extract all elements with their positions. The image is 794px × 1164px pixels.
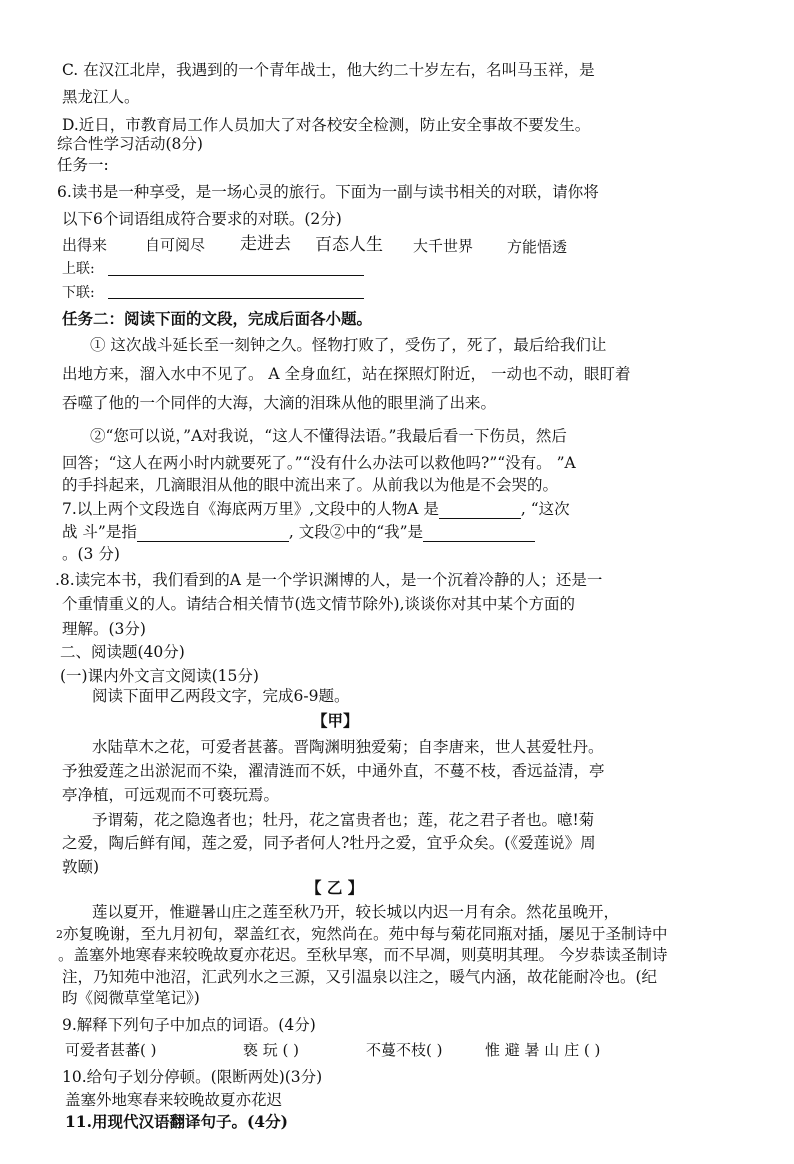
q10-sentence: 盖塞外地寒春来较晚故夏亦花迟 bbox=[65, 1091, 283, 1109]
q8-line3: 理解。(3分) bbox=[62, 620, 146, 638]
task1-heading: 任务一: bbox=[57, 156, 109, 174]
upper-couplet-label-text: 上联: bbox=[62, 261, 95, 277]
q7-blank-b[interactable] bbox=[137, 525, 289, 542]
q7-line2-mid: , 文段②中的“我”是 bbox=[288, 523, 424, 541]
passage-yi-title: 【 乙 】 bbox=[306, 878, 364, 897]
q7-line2 bbox=[62, 522, 535, 542]
option-c-line1: C. 在汉江北岸，我遇到的一个青年战士，他大约二十岁左右，名叫马玉祥，是 bbox=[62, 61, 595, 79]
passage1-line3: 吞噬了他的一个同伴的大海，大滴的泪珠从他的眼里淌了出来。 bbox=[62, 394, 497, 412]
couplet-word-3: 走进去 bbox=[240, 234, 291, 254]
q7-line1-tail: , “这次 bbox=[520, 500, 570, 518]
q7-line2-text: 战 斗”是指 bbox=[62, 523, 137, 541]
q9-item-2: 亵 玩 ( ) bbox=[243, 1041, 300, 1059]
jia-p2-line1: 予谓菊，花之隐逸者也；牡丹，花之富贵者也；莲，花之君子者也。噫!菊 bbox=[92, 811, 595, 829]
option-d: D.近日，市教育局工作人员加大了对各校安全检测，防止安全事故不要发生。 bbox=[62, 116, 591, 134]
lower-couplet-label: 下联: bbox=[62, 285, 95, 301]
q6-line1: 6.读书是一种享受，是一场心灵的旅行。下面为一副与读书相关的对联，请你将 bbox=[57, 183, 599, 201]
jia-p2-line3: 敦颐) bbox=[62, 858, 100, 876]
option-c-line2: 黑龙江人。 bbox=[62, 88, 140, 106]
q7-blank-a[interactable] bbox=[439, 502, 521, 519]
yi-line1: 莲以夏开，惟避暑山庄之莲至秋乃开，较长城以内迟一月有余。然花虽晚开， bbox=[92, 903, 620, 921]
q7-line3: 。(3 分) bbox=[62, 545, 120, 563]
q10-title: 10.给句子划分停顿。(限断两处)(3分) bbox=[62, 1068, 323, 1086]
couplet-word-1: 出得来 bbox=[62, 236, 108, 254]
q8-line2: 个重情重义的人。请结合相关情节(选文情节除外),谈谈你对其中某个方面的 bbox=[62, 595, 576, 613]
section-reading-title: 二、阅读题(40分) bbox=[60, 643, 185, 661]
q9-item-1: 可爱者甚蕃( ) bbox=[65, 1041, 157, 1059]
passage1-line2: 出地方来，溜入水中不见了。 A 全身血红，站在探照灯附近， 一动也不动，眼盯着 bbox=[62, 365, 631, 383]
couplet-word-6: 方能悟透 bbox=[507, 238, 568, 256]
activity-title: 综合性学习活动(8分) bbox=[57, 135, 203, 153]
task2-heading: 任务二：阅读下面的文段，完成后面各小题。 bbox=[62, 309, 373, 328]
couplet-word-5: 大千世界 bbox=[413, 237, 474, 255]
q9-title: 9.解释下列句子中加点的词语。(4分) bbox=[62, 1016, 316, 1034]
reading-instruction: 阅读下面甲乙两段文字，完成6-9题。 bbox=[92, 687, 350, 705]
yi-line2: 亦复晚谢，至九月初旬，翠盖红衣，宛然尚在。苑中每与菊花同瓶对插，屡见于圣制诗中 bbox=[63, 925, 668, 943]
q9-item-4: 惟 避 暑 山 庄 ( ) bbox=[485, 1041, 601, 1059]
yi-line2-mark: 2 bbox=[56, 928, 63, 941]
yi-line3: 。盖塞外地寒春来较晚故夏亦花迟。至秋早寒，而不早凋，则莫明其理。 今岁恭读圣制诗 bbox=[58, 946, 668, 964]
yi-line5: 昀《阅微草堂笔记》) bbox=[62, 989, 200, 1007]
q11-title: 11.用现代汉语翻译句子。(4分) bbox=[65, 1112, 288, 1131]
passage2-line3: 的手抖起来，几滴眼泪从他的眼中流出来了。从前我以为他是不会哭的。 bbox=[62, 476, 559, 494]
q7-blank-c[interactable] bbox=[423, 525, 535, 542]
lower-couplet-blank[interactable] bbox=[108, 298, 364, 299]
q7-line1 bbox=[62, 499, 570, 519]
q6-line2: 以下6个词语组成符合要求的对联。(2分) bbox=[62, 210, 342, 228]
subsection-classical-title: (一)课内外文言文阅读(15分) bbox=[60, 667, 259, 685]
couplet-word-2: 自可阅尽 bbox=[145, 236, 206, 254]
jia-p2-line2: 之爱，陶后鲜有闻，莲之爱，同予者何人?牡丹之爱，宜乎众矣。(《爱莲说》周 bbox=[62, 834, 596, 852]
q9-item-3: 不蔓不枝( ) bbox=[366, 1041, 443, 1059]
q8-line1: .8.读完本书，我们看到的A 是一个学识渊博的人，是一个沉着冷静的人；还是一 bbox=[55, 571, 603, 589]
passage-jia-title: 【甲】 bbox=[312, 711, 359, 730]
upper-couplet-label bbox=[62, 259, 95, 279]
passage1-line1: ① 这次战斗延长至一刻钟之久。怪物打败了，受伤了，死了，最后给我们让 bbox=[90, 336, 607, 354]
passage2-line1: ②“您可以说，”A对我说，“这人不懂得法语。”我最后看一下伤员，然后 bbox=[90, 427, 567, 445]
couplet-word-4: 百态人生 bbox=[315, 235, 383, 255]
q7-line1-text: 7.以上两个文段选自《海底两万里》,文段中的人物A 是 bbox=[62, 500, 439, 518]
yi-line4: 注，乃知苑中池沼，汇武列水之三源，又引温泉以注之，暖气内涵，故花能耐冷也。(纪 bbox=[62, 968, 658, 986]
jia-p1-line2: 予独爱莲之出淤泥而不染，濯清涟而不妖，中通外直，不蔓不枝，香远益清，亭 bbox=[62, 762, 605, 780]
jia-p1-line3: 亭净植，可远观而不可亵玩焉。 bbox=[62, 786, 280, 804]
jia-p1-line1: 水陆草木之花，可爱者甚蕃。晋陶渊明独爱菊；自李唐来，世人甚爱牡丹。 bbox=[92, 738, 604, 756]
upper-couplet-blank[interactable] bbox=[108, 275, 364, 276]
passage2-line2: 回答；“这人在两小时内就要死了。”“没有什么办法可以救他吗?”“没有。 ”A bbox=[62, 454, 576, 472]
